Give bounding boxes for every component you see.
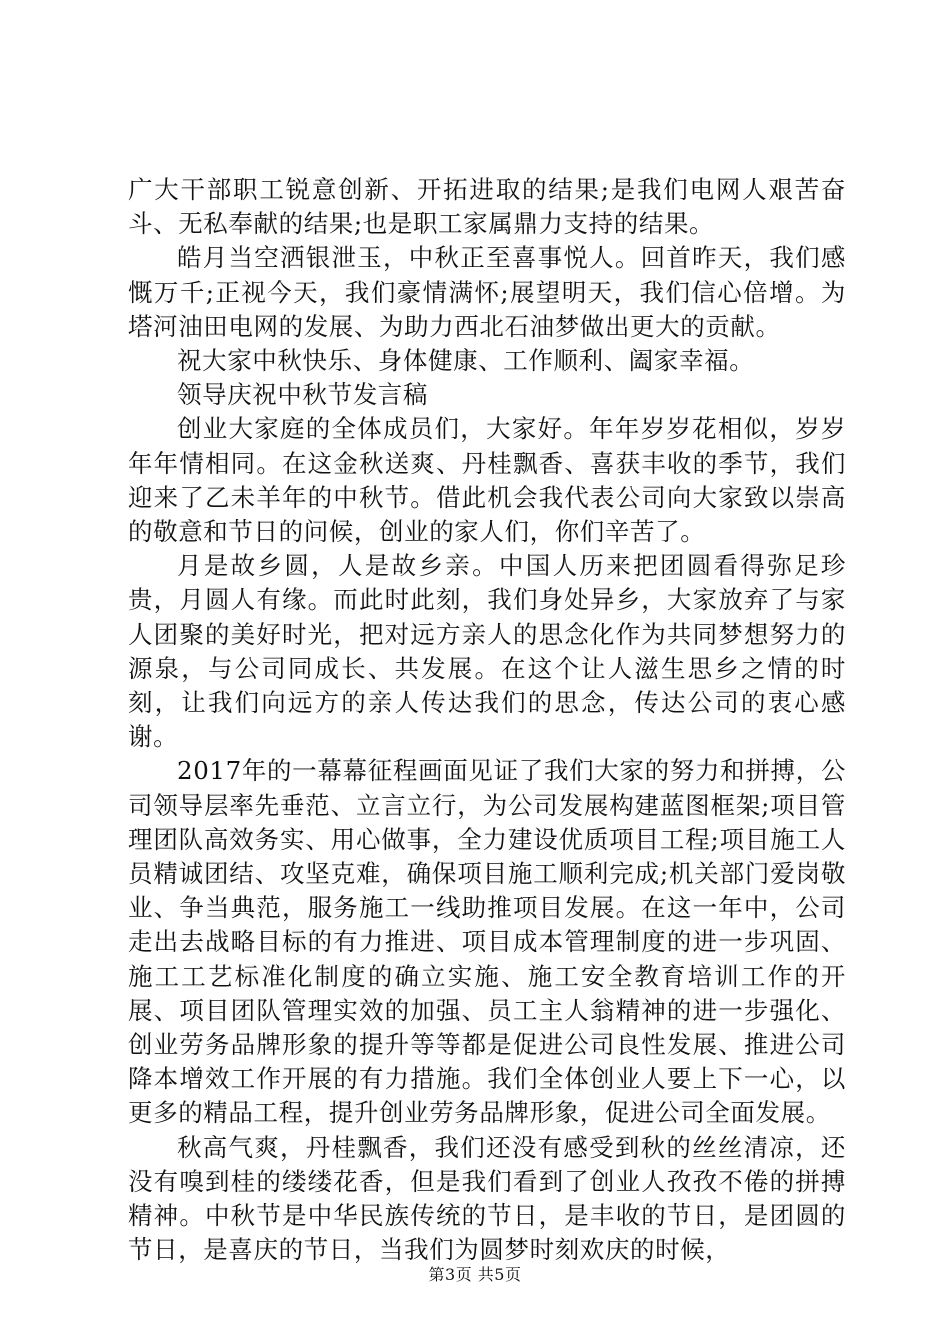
page-number-footer: 第3页 共5页	[428, 1265, 522, 1284]
paragraph-homesick: 月是故乡圆，人是故乡亲。中国人历来把团圆看得弥足珍贵，月圆人有缘。而此时此刻，我们身处异乡，大家放弃了与家人团聚的美好时光，把对远方亲人的思念化作为共同梦想努力的源泉，与公司同成长、共发展。在这个让人滋生思乡之情的时刻，让我们向远方的亲人传达我们的思念，传达公司的衷心感谢。	[128, 551, 846, 752]
paragraph-wishes: 祝大家中秋快乐、身体健康、工作顺利、阖家幸福。	[177, 346, 755, 376]
paragraph-continuation: 广大干部职工锐意创新、开拓进取的结果;是我们电网人艰苦奋斗、无私奉献的结果;也是职工家属鼎力支持的结果。	[128, 175, 846, 239]
paragraph-achievements: 2017年的一幕幕征程画面见证了我们大家的努力和拼搏，公司领导层率先垂范、立言立行，为公司发展构建蓝图框架;项目管理团队高效务实、用心做事，全力建设优质项目工程;项目施工人员精诚团结、攻坚克难，确保项目施工顺利完成;机关部门爱岗敬业、争当典范，服务施工一线助推项目发展。在这一年中，公司走出去战略目标的有力推进、项目成本管理制度的进一步巩固、施工工艺标准化制度的确立实施、施工安全教育培训工作的开展、项目团队管理实效的加强、员工主人翁精神的进一步强化、创业劳务品牌形象的提升等等都是促进公司良性发展、推进公司降本增效工作开展的有力措施。我们全体创业人要上下一心，以更多的精品工程，提升创业劳务品牌形象，促进公司全面发展。	[128, 756, 846, 1128]
section-title: 领导庆祝中秋节发言稿	[177, 380, 428, 410]
document-body	[128, 173, 846, 1268]
paragraph-autumn: 秋高气爽，丹桂飘香，我们还没有感受到秋的丝丝清凉，还没有嗅到桂的缕缕花香，但是我们看到了创业人孜孜不倦的拼搏精神。中秋节是中华民族传统的节日，是丰收的节日，是团圆的节日，是喜庆的节日，当我们为圆梦时刻欢庆的时候，	[128, 1132, 846, 1265]
paragraph-mid-autumn-scene: 皓月当空洒银泄玉，中秋正至喜事悦人。回首昨天，我们感慨万千;正视今天，我们豪情满怀;展望明天，我们信心倍增。为塔河油田电网的发展、为助力西北石油梦做出更大的贡献。	[128, 243, 846, 341]
paragraph-greeting: 创业大家庭的全体成员们，大家好。年年岁岁花相似，岁岁年年情相同。在这金秋送爽、丹桂飘香、喜获丰收的季节，我们迎来了乙未羊年的中秋节。借此机会我代表公司向大家致以崇高的敬意和节日的问候，创业的家人们，你们辛苦了。	[128, 414, 846, 547]
